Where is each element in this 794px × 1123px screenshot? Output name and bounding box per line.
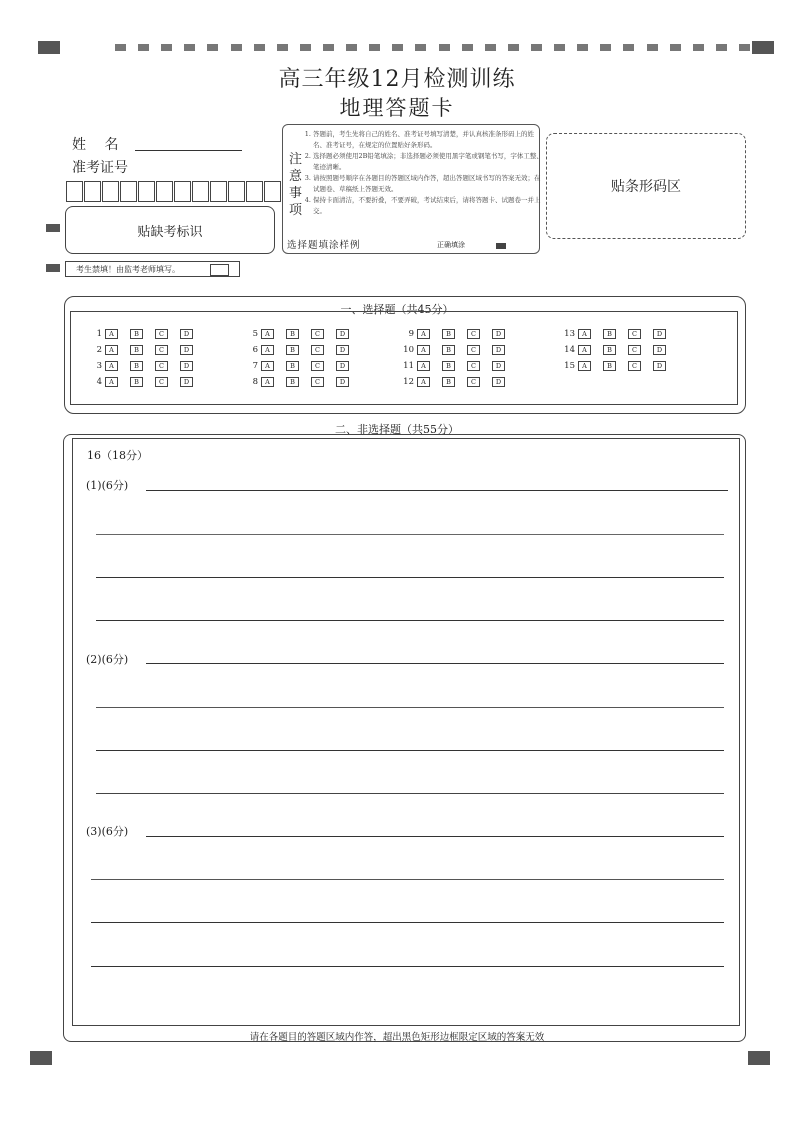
option-bubble-c[interactable]: C xyxy=(628,361,641,371)
question-number: 5 xyxy=(252,329,258,339)
timing-mark xyxy=(346,44,357,51)
option-bubble-c[interactable]: C xyxy=(311,345,324,355)
choice-question-row xyxy=(80,377,205,387)
question-number: 11 xyxy=(403,361,414,371)
question-number: 9 xyxy=(408,329,414,339)
instruction-item: 4. 保持卡面清洁，不要折叠，不要弄破，考试结束后，请将答题卡、试题卷一并上交。 xyxy=(313,195,545,217)
option-bubble-b[interactable]: B xyxy=(603,329,616,339)
timing-mark xyxy=(647,44,658,51)
side-mark-1 xyxy=(46,224,60,232)
choice-question-row xyxy=(392,361,517,371)
option-bubble-b[interactable]: B xyxy=(603,345,616,355)
option-bubble-c[interactable]: C xyxy=(311,377,324,387)
option-bubble-b[interactable]: B xyxy=(286,361,299,371)
exam-id-cell[interactable] xyxy=(84,181,101,202)
question-number: 4 xyxy=(96,377,102,387)
choice-question-row xyxy=(392,345,517,355)
answer-line[interactable] xyxy=(96,534,724,535)
option-bubble-c[interactable]: C xyxy=(628,345,641,355)
side-mark-2 xyxy=(46,264,60,272)
timing-mark xyxy=(600,44,611,51)
correct-fill-mark xyxy=(496,243,506,249)
option-bubble-b[interactable]: B xyxy=(130,377,143,387)
option-bubble-d[interactable]: D xyxy=(180,361,193,371)
option-bubble-b[interactable]: B xyxy=(130,345,143,355)
choice-question-row xyxy=(392,377,517,387)
option-bubble-c[interactable]: C xyxy=(467,329,480,339)
name-field[interactable] xyxy=(135,150,242,151)
option-bubble-a[interactable]: A xyxy=(261,329,274,339)
timing-mark xyxy=(207,44,218,51)
timing-mark xyxy=(369,44,380,51)
exam-id-cell[interactable] xyxy=(174,181,191,202)
choice-question-row xyxy=(553,345,678,355)
option-bubble-c[interactable]: C xyxy=(155,361,168,371)
option-bubble-a[interactable]: A xyxy=(105,377,118,387)
timing-mark xyxy=(739,44,750,51)
option-bubble-d[interactable]: D xyxy=(180,377,193,387)
question-number: 14 xyxy=(564,345,575,355)
option-bubble-b[interactable]: B xyxy=(286,377,299,387)
question-number: 15 xyxy=(564,361,575,371)
option-bubble-b[interactable]: B xyxy=(286,329,299,339)
option-bubble-a[interactable]: A xyxy=(578,329,591,339)
option-bubble-d[interactable]: D xyxy=(653,329,666,339)
option-bubble-a[interactable]: A xyxy=(417,377,430,387)
option-bubble-c[interactable]: C xyxy=(155,345,168,355)
option-bubble-d[interactable]: D xyxy=(180,345,193,355)
option-bubble-a[interactable]: A xyxy=(261,345,274,355)
timing-marks xyxy=(115,44,750,52)
timing-mark xyxy=(392,44,403,51)
timing-mark xyxy=(531,44,542,51)
option-bubble-a[interactable]: A xyxy=(578,361,591,371)
timing-mark xyxy=(415,44,426,51)
answer-line[interactable] xyxy=(96,750,724,751)
timing-mark xyxy=(231,44,242,51)
choice-question-row xyxy=(236,345,361,355)
option-bubble-b[interactable]: B xyxy=(286,345,299,355)
option-bubble-d[interactable]: D xyxy=(336,345,349,355)
timing-mark xyxy=(323,44,334,51)
option-bubble-d[interactable]: D xyxy=(653,361,666,371)
option-bubble-c[interactable]: C xyxy=(311,329,324,339)
answer-line[interactable] xyxy=(91,922,724,923)
question-number: 10 xyxy=(403,345,414,355)
absent-sticker-label: 贴缺考标识 xyxy=(137,224,203,240)
option-bubble-d[interactable]: D xyxy=(180,329,193,339)
timing-mark xyxy=(554,44,565,51)
absent-checkbox[interactable] xyxy=(210,264,229,276)
choice-section-title: 一、选择题（共45分） xyxy=(335,303,460,316)
option-bubble-b[interactable]: B xyxy=(442,377,455,387)
exam-id-cell[interactable] xyxy=(210,181,227,202)
answer-line[interactable] xyxy=(96,620,724,621)
answer-line[interactable] xyxy=(91,966,724,967)
option-bubble-d[interactable]: D xyxy=(336,377,349,387)
instruction-item: 3. 请按照题号顺序在各题目的答题区域内作答，超出答题区域书写的答案无效；在试题卷、草稿纸上答题无效。 xyxy=(313,173,545,195)
option-bubble-c[interactable]: C xyxy=(467,377,480,387)
option-bubble-d[interactable]: D xyxy=(336,329,349,339)
instructions-list xyxy=(301,129,545,217)
question-number: 8 xyxy=(252,377,258,387)
timing-mark xyxy=(439,44,450,51)
absent-row xyxy=(65,261,240,277)
name-label: 姓 名 xyxy=(72,137,119,153)
timing-mark xyxy=(623,44,634,51)
exam-id-cell[interactable] xyxy=(102,181,119,202)
choice-question-row xyxy=(553,361,678,371)
timing-mark xyxy=(577,44,588,51)
option-bubble-c[interactable]: C xyxy=(467,345,480,355)
part-2-label: (2)(6分) xyxy=(86,653,129,666)
answer-line[interactable] xyxy=(146,490,728,491)
answer-line[interactable] xyxy=(146,663,724,664)
exam-id-cell[interactable] xyxy=(264,181,281,202)
answer-line[interactable] xyxy=(96,793,724,794)
timing-mark xyxy=(138,44,149,51)
option-bubble-a[interactable]: A xyxy=(417,345,430,355)
timing-mark xyxy=(184,44,195,51)
choice-question-row xyxy=(392,329,517,339)
option-bubble-d[interactable]: D xyxy=(492,361,505,371)
exam-id-cell[interactable] xyxy=(138,181,155,202)
card-title: 地理答题卡 xyxy=(339,96,455,120)
timing-mark xyxy=(300,44,311,51)
instruction-item: 1. 答题前，考生先将自己的姓名、准考证号填写清楚，并认真核准条形码上的姓名、准考证号，在规定的位置贴好条形码。 xyxy=(313,129,545,151)
question-number: 13 xyxy=(564,329,575,339)
question-16-label: 16（18分） xyxy=(87,449,148,462)
answer-line[interactable] xyxy=(91,879,724,880)
option-bubble-b[interactable]: B xyxy=(603,361,616,371)
corner-mark-bottom-left xyxy=(30,1051,52,1065)
absent-sticker-area xyxy=(65,206,275,254)
option-bubble-b[interactable]: B xyxy=(442,361,455,371)
option-bubble-b[interactable]: B xyxy=(442,345,455,355)
exam-id-cell[interactable] xyxy=(66,181,83,202)
footer-note: 请在各题目的答题区域内作答，超出黑色矩形边框限定区域的答案无效 xyxy=(249,1032,545,1043)
option-bubble-d[interactable]: D xyxy=(653,345,666,355)
exam-id-cell[interactable] xyxy=(192,181,209,202)
question-number: 7 xyxy=(252,361,258,371)
exam-id-cell[interactable] xyxy=(156,181,173,202)
exam-id-grid[interactable] xyxy=(66,181,282,202)
choice-question-row xyxy=(236,377,361,387)
option-bubble-a[interactable]: A xyxy=(105,361,118,371)
option-bubble-c[interactable]: C xyxy=(467,361,480,371)
instructions-box xyxy=(282,124,543,254)
choice-question-row xyxy=(236,361,361,371)
option-bubble-a[interactable]: A xyxy=(578,345,591,355)
timing-mark xyxy=(115,44,126,51)
question-number: 12 xyxy=(403,377,414,387)
option-bubble-a[interactable]: A xyxy=(261,377,274,387)
exam-id-cell[interactable] xyxy=(228,181,245,202)
option-bubble-c[interactable]: C xyxy=(311,361,324,371)
exam-title: 高三年级12月检测训练 xyxy=(278,67,516,92)
option-bubble-a[interactable]: A xyxy=(417,361,430,371)
choice-grid xyxy=(70,311,738,405)
timing-mark xyxy=(485,44,496,51)
answer-area-border xyxy=(72,438,740,1026)
option-bubble-c[interactable]: C xyxy=(628,329,641,339)
question-number: 2 xyxy=(96,345,102,355)
corner-mark-top-right xyxy=(752,41,774,54)
timing-mark xyxy=(670,44,681,51)
option-bubble-a[interactable]: A xyxy=(105,345,118,355)
barcode-area xyxy=(546,133,746,239)
corner-mark-top-left xyxy=(38,41,60,54)
exam-id-label: 准考证号 xyxy=(72,160,128,176)
question-number: 3 xyxy=(96,361,102,371)
question-number: 1 xyxy=(96,329,102,339)
option-bubble-a[interactable]: A xyxy=(261,361,274,371)
timing-mark xyxy=(277,44,288,51)
corner-mark-bottom-right xyxy=(748,1051,770,1065)
choice-question-row xyxy=(80,329,205,339)
timing-mark xyxy=(462,44,473,51)
timing-mark xyxy=(254,44,265,51)
absent-note: 考生禁填！由监考老师填写。 xyxy=(76,265,180,274)
choice-question-row xyxy=(80,345,205,355)
option-bubble-c[interactable]: C xyxy=(155,329,168,339)
fill-sample-label: 选择题填涂样例 xyxy=(287,240,361,251)
option-bubble-d[interactable]: D xyxy=(492,345,505,355)
timing-mark xyxy=(716,44,727,51)
option-bubble-b[interactable]: B xyxy=(130,361,143,371)
part-1-label: (1)(6分) xyxy=(86,479,129,492)
option-bubble-c[interactable]: C xyxy=(155,377,168,387)
nonchoice-section-title: 二、非选择题（共55分） xyxy=(329,423,465,436)
question-number: 6 xyxy=(252,345,258,355)
answer-line[interactable] xyxy=(96,577,724,578)
option-bubble-b[interactable]: B xyxy=(442,329,455,339)
exam-id-cell[interactable] xyxy=(246,181,263,202)
option-bubble-d[interactable]: D xyxy=(336,361,349,371)
choice-question-row xyxy=(553,329,678,339)
choice-question-row xyxy=(80,361,205,371)
option-bubble-d[interactable]: D xyxy=(492,329,505,339)
timing-mark xyxy=(508,44,519,51)
part-3-label: (3)(6分) xyxy=(86,825,129,838)
answer-line[interactable] xyxy=(96,707,724,708)
barcode-label: 贴条形码区 xyxy=(611,179,681,195)
instruction-item: 2. 选择题必须使用2B铅笔填涂；非选择题必须使用黑字笔或钢笔书写，字体工整、笔迹清晰。 xyxy=(313,151,545,173)
timing-mark xyxy=(161,44,172,51)
option-bubble-a[interactable]: A xyxy=(417,329,430,339)
timing-mark xyxy=(693,44,704,51)
option-bubble-d[interactable]: D xyxy=(492,377,505,387)
exam-id-cell[interactable] xyxy=(120,181,137,202)
choice-question-row xyxy=(236,329,361,339)
correct-fill-label: 正确填涂 xyxy=(437,241,465,249)
instructions-heading: 注意事项 xyxy=(289,152,303,218)
option-bubble-a[interactable]: A xyxy=(105,329,118,339)
option-bubble-b[interactable]: B xyxy=(130,329,143,339)
answer-line[interactable] xyxy=(146,836,724,837)
